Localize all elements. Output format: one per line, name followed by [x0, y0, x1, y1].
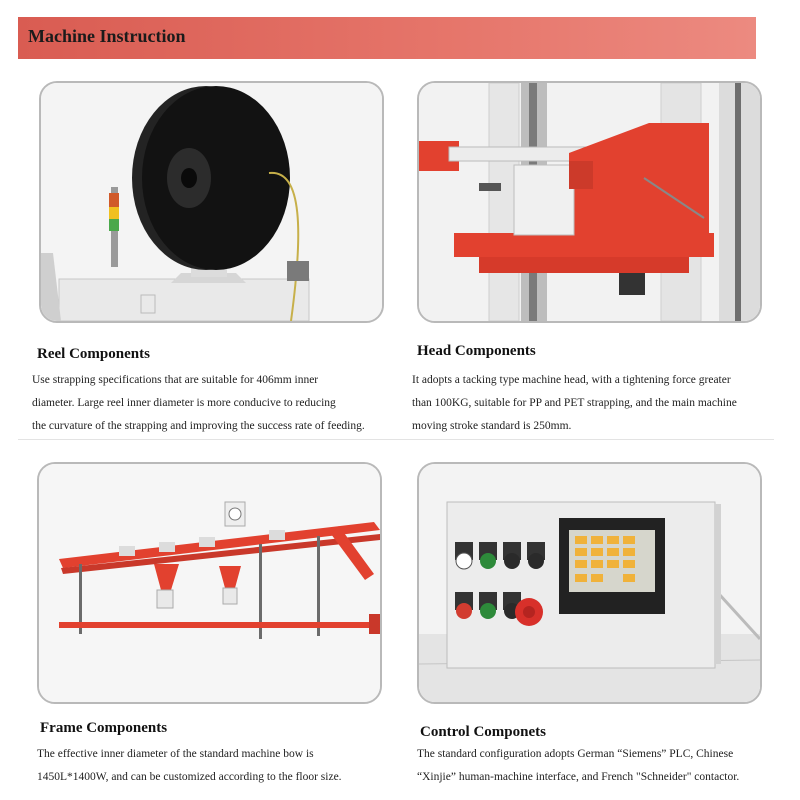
- text-line: 1450L*1400W, and can be customized according to the floor size.: [37, 771, 342, 783]
- section-text: [417, 743, 792, 789]
- section-title: Reel Components: [37, 346, 150, 362]
- text-line: moving stroke standard is 250mm.: [412, 420, 572, 432]
- text-line: The standard configuration adopts German “Siemens” PLC, Chinese: [417, 748, 734, 760]
- section-divider: [18, 439, 774, 440]
- text-line: Use strapping specifications that are suitable for 406mm inner: [32, 374, 319, 386]
- control-components-image: [417, 462, 762, 704]
- section-text: [412, 369, 782, 438]
- frame-components-image: [37, 462, 382, 704]
- section-title: Head Components: [417, 343, 536, 359]
- section-banner: [18, 17, 756, 59]
- head-components-image: [417, 81, 762, 323]
- text-line: The effective inner diameter of the standard machine bow is: [37, 748, 314, 760]
- section-text: [32, 369, 402, 438]
- section-text: [37, 743, 407, 789]
- banner-title: Machine Instruction: [28, 26, 186, 46]
- section-title: Frame Components: [40, 720, 168, 736]
- text-line: It adopts a tacking type machine head, with a tightening force greater: [412, 374, 731, 386]
- text-line: “Xinjie” human-machine interface, and French "Schneider" contactor.: [417, 771, 740, 783]
- text-line: than 100KG, suitable for PP and PET strapping, and the main machine: [412, 397, 737, 409]
- text-line: the curvature of the strapping and improving the success rate of feeding.: [32, 420, 365, 432]
- text-line: diameter. Large reel inner diameter is more conducive to reducing: [32, 397, 336, 409]
- reel-components-image: [39, 81, 384, 323]
- section-title: Control Componets: [420, 724, 546, 740]
